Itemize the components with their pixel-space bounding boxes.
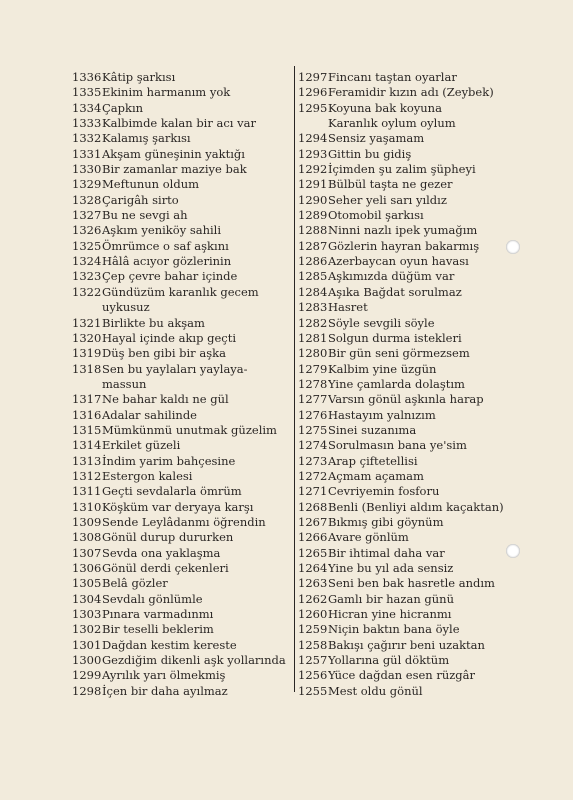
song-number: 1305: [72, 576, 102, 591]
song-number: 1334: [72, 100, 102, 115]
song-entry: [298, 530, 518, 545]
song-title: Bu ne sevgi ah: [102, 208, 188, 223]
song-number: 1288: [298, 223, 328, 238]
song-title: Sorulmasın bana ye'sim: [328, 438, 467, 453]
song-entry: [72, 193, 294, 208]
song-entry: [72, 515, 294, 530]
song-entry: [298, 668, 518, 683]
song-number: 1256: [298, 668, 328, 683]
song-title: İçen bir daha ayılmaz: [102, 683, 228, 698]
song-title: Aşkım yeniköy sahili: [102, 223, 222, 238]
punch-hole-top: [506, 240, 520, 254]
song-number: 1281: [298, 330, 328, 345]
song-title: Gündüzüm karanlık gecem: [102, 284, 259, 299]
song-number: 1336: [72, 70, 102, 84]
song-title: Varsın gönül aşkınla harap: [328, 392, 484, 407]
song-title: Arap çiftetellisi: [328, 453, 418, 468]
song-title: Düş ben gibi bir aşka: [102, 346, 226, 361]
song-entry: [298, 423, 518, 438]
song-entry: [298, 70, 518, 85]
song-number: 1309: [72, 514, 102, 529]
song-number: 1332: [72, 131, 102, 146]
song-number: 1300: [72, 653, 102, 668]
song-number: [72, 377, 102, 392]
song-entry: [298, 101, 518, 116]
song-title: Mest oldu gönül: [328, 683, 423, 698]
song-entry: [298, 392, 518, 407]
song-number: 1280: [298, 346, 328, 361]
song-title: Sevda ona yaklaşma: [102, 545, 221, 560]
song-entry: [298, 254, 518, 269]
song-number: 1276: [298, 407, 328, 422]
song-entry: [298, 576, 518, 591]
song-entry: [72, 269, 294, 284]
song-number: 1295: [298, 100, 328, 115]
song-title: Yollarına gül döktüm: [328, 653, 450, 668]
song-entry: [298, 316, 518, 331]
song-entry: [72, 500, 294, 515]
song-number: 1326: [72, 223, 102, 238]
song-entry: [298, 500, 518, 515]
song-title: Ayrılık yarı ölmekmiş: [102, 668, 226, 683]
song-entry: [298, 653, 518, 668]
song-number: 1307: [72, 545, 102, 560]
song-entry: [298, 85, 518, 100]
song-entry: [72, 147, 294, 162]
song-number: 1319: [72, 346, 102, 361]
song-number: 1294: [298, 131, 328, 146]
song-number: 1321: [72, 315, 102, 330]
song-entry: [72, 622, 294, 637]
song-title: Yine çamlarda dolaştım: [328, 376, 465, 391]
song-title: Otomobil şarkısı: [328, 208, 424, 223]
song-entry: [72, 70, 294, 85]
song-entry: [72, 300, 294, 315]
song-number: 1308: [72, 530, 102, 545]
song-entry: [72, 254, 294, 269]
song-number: 1317: [72, 392, 102, 407]
song-title: Kalamış şarkısı: [102, 131, 191, 146]
song-title: Hicran yine hicranmı: [328, 607, 452, 622]
song-number: 1310: [72, 499, 102, 514]
song-entry: [72, 484, 294, 499]
song-number: 1322: [72, 284, 102, 299]
song-entry: [298, 239, 518, 254]
song-entry: [72, 392, 294, 407]
song-title: Gözlerin hayran bakarmış: [328, 238, 480, 253]
song-title: Bir ihtimal daha var: [328, 545, 445, 560]
song-number: 1291: [298, 177, 328, 192]
song-entry: [298, 469, 518, 484]
song-title: Feramidir kızın adı (Zeybek): [328, 85, 494, 100]
song-title: Bakışı çağırır beni uzaktan: [328, 637, 485, 652]
song-title: Bir gün seni görmezsem: [328, 346, 470, 361]
song-title: Yine bu yıl ada sensiz: [328, 561, 454, 575]
song-entry: [72, 638, 294, 653]
song-entry: [72, 653, 294, 668]
song-entry: [298, 223, 518, 238]
song-title: Sevdalı gönlümle: [102, 591, 203, 606]
song-number: 1272: [298, 468, 328, 483]
song-number: 1314: [72, 438, 102, 453]
song-entry: [298, 147, 518, 162]
song-entry: [298, 607, 518, 622]
song-number: 1273: [298, 453, 328, 468]
song-title: Kâtip şarkısı: [102, 70, 176, 84]
song-entry: [298, 162, 518, 177]
song-number: 1275: [298, 422, 328, 437]
song-title: Çapkın: [102, 100, 144, 115]
song-number: 1297: [298, 70, 328, 84]
song-title: Yüce dağdan esen rüzgâr: [328, 668, 476, 683]
song-title: Çarigâh sirto: [102, 192, 179, 207]
song-entry: [72, 346, 294, 361]
song-number: 1306: [72, 561, 102, 575]
song-entry: [72, 208, 294, 223]
song-number: 1293: [298, 146, 328, 161]
song-entry: [298, 408, 518, 423]
song-title: Solgun durma istekleri: [328, 330, 462, 345]
song-entry: [72, 469, 294, 484]
song-title: Gittin bu gidiş: [328, 146, 412, 161]
song-title: Benli (Benliyi aldım kaçaktan): [328, 499, 504, 514]
song-title: Niçin baktın bana öyle: [328, 622, 460, 637]
song-number: 1331: [72, 146, 102, 161]
song-entry: [298, 684, 518, 699]
song-entry: [72, 362, 294, 377]
song-title: Kalbim yine üzgün: [328, 361, 437, 376]
song-number: 1266: [298, 530, 328, 545]
song-entry: [298, 362, 518, 377]
song-title: Köşküm var deryaya karşı: [102, 499, 254, 514]
punch-hole-bottom: [506, 544, 520, 558]
right-song-list: [298, 70, 518, 699]
song-entry: [298, 131, 518, 146]
song-title: Mümkünmü unutmak güzelim: [102, 422, 277, 437]
song-title: Ekinim harmanım yok: [102, 85, 231, 100]
song-number: 1320: [72, 330, 102, 345]
song-title: Hâlâ acıyor gözlerinin: [102, 254, 232, 269]
song-entry: [72, 85, 294, 100]
song-entry: [72, 239, 294, 254]
song-title: Hastayım yalnızım: [328, 407, 436, 422]
song-number: 1292: [298, 162, 328, 177]
song-title: Belâ gözler: [102, 576, 168, 591]
song-number: 1328: [72, 192, 102, 207]
song-title: Ninni nazlı ipek yumağım: [328, 223, 478, 238]
song-title: Koyuna bak koyuna: [328, 100, 442, 115]
song-number: 1299: [72, 668, 102, 683]
song-entry: [72, 162, 294, 177]
song-title: Aşkımızda düğüm var: [328, 269, 455, 284]
song-number: 1312: [72, 468, 102, 483]
song-title: Cevriyemin fosforu: [328, 484, 440, 499]
song-number: 1282: [298, 315, 328, 330]
song-number: [72, 300, 102, 315]
song-entry: [298, 208, 518, 223]
song-entry: [72, 223, 294, 238]
song-title: Kalbimde kalan bir acı var: [102, 116, 256, 131]
song-number: 1303: [72, 607, 102, 622]
song-entry: [298, 285, 518, 300]
song-number: 1298: [72, 683, 102, 698]
song-entry: [72, 131, 294, 146]
song-entry: [72, 668, 294, 683]
song-title: Çep çevre bahar içinde: [102, 269, 238, 284]
song-entry: [298, 346, 518, 361]
song-entry: [298, 622, 518, 637]
column-divider: [294, 66, 295, 692]
song-title: Ömrümce o saf aşkını: [102, 238, 229, 253]
song-title: Seni ben bak hasretle andım: [328, 576, 495, 591]
song-number: 1335: [72, 85, 102, 100]
song-entry: [72, 561, 294, 576]
song-number: 1264: [298, 561, 328, 575]
song-number: 1277: [298, 392, 328, 407]
song-title: Estergon kalesi: [102, 468, 193, 483]
song-entry: [298, 484, 518, 499]
song-title: Sensiz yaşamam: [328, 131, 425, 146]
song-number: 1302: [72, 622, 102, 637]
song-title: Ne bahar kaldı ne gül: [102, 392, 229, 407]
song-entry: [72, 576, 294, 591]
song-title: Aşıka Bağdat sorulmaz: [328, 284, 462, 299]
song-number: 1279: [298, 361, 328, 376]
song-title: uykusuz: [102, 300, 150, 315]
song-title: Söyle sevgili söyle: [328, 315, 435, 330]
song-entry: [72, 377, 294, 392]
song-title: Açmam açamam: [328, 468, 424, 483]
song-number: 1268: [298, 499, 328, 514]
song-title: Karanlık oylum oylum: [328, 116, 456, 131]
song-title: Pınara varmadınmı: [102, 607, 214, 622]
song-entry: [298, 177, 518, 192]
song-title: İçimden şu zalim şüpheyi: [328, 162, 476, 177]
song-title: İndim yarim bahçesine: [102, 453, 236, 468]
song-title: Adalar sahilinde: [102, 407, 197, 422]
song-title: Birlikte bu akşam: [102, 315, 205, 330]
song-title: Sende Leylâdanmı öğrendin: [102, 514, 266, 529]
song-number: 1257: [298, 653, 328, 668]
song-entry: [72, 116, 294, 131]
song-entry: [72, 408, 294, 423]
song-entry: [72, 285, 294, 300]
song-entry: [72, 684, 294, 699]
song-number: 1263: [298, 576, 328, 591]
song-title: Gamlı bir hazan günü: [328, 591, 454, 606]
song-entry: [298, 300, 518, 315]
song-number: 1283: [298, 300, 328, 315]
song-title: Sen bu yaylaları yaylaya-: [102, 361, 248, 376]
song-title: Bir teselli beklerim: [102, 622, 214, 637]
song-number: 1301: [72, 637, 102, 652]
song-number: 1259: [298, 622, 328, 637]
song-title: Fincanı taştan oyarlar: [328, 70, 457, 84]
song-title: Meftunun oldum: [102, 177, 200, 192]
song-number: 1327: [72, 208, 102, 223]
song-number: 1258: [298, 637, 328, 652]
song-number: 1260: [298, 607, 328, 622]
song-entry: [298, 515, 518, 530]
song-number: 1316: [72, 407, 102, 422]
song-entry: [298, 193, 518, 208]
song-number: 1286: [298, 254, 328, 269]
song-entry: [298, 638, 518, 653]
song-entry: [298, 561, 518, 576]
song-number: 1278: [298, 376, 328, 391]
song-entry: [72, 530, 294, 545]
song-title: Gezdiğim dikenli aşk yollarında: [102, 653, 286, 668]
song-title: Gönül derdi çekenleri: [102, 561, 229, 575]
song-number: 1296: [298, 85, 328, 100]
song-number: 1271: [298, 484, 328, 499]
song-number: 1287: [298, 238, 328, 253]
song-title: Bir zamanlar maziye bak: [102, 162, 247, 177]
song-number: 1324: [72, 254, 102, 269]
song-entry: [72, 331, 294, 346]
song-number: 1262: [298, 591, 328, 606]
song-entry: [72, 607, 294, 622]
song-entry: [72, 101, 294, 116]
song-title: Hasret: [328, 300, 368, 315]
song-number: 1255: [298, 683, 328, 698]
song-entry: [298, 546, 518, 561]
song-entry: [298, 331, 518, 346]
song-title: Erkilet güzeli: [102, 438, 181, 453]
song-number: 1313: [72, 453, 102, 468]
song-entry: [72, 546, 294, 561]
song-title: Sinei suzanıma: [328, 422, 417, 437]
song-title: Akşam güneşinin yaktığı: [102, 146, 245, 161]
song-entry: [298, 438, 518, 453]
song-entry: [72, 454, 294, 469]
song-number: 1289: [298, 208, 328, 223]
song-title: Bıkmış gibi göynüm: [328, 514, 444, 529]
song-number: [298, 116, 328, 131]
song-entry: [72, 592, 294, 607]
song-title: Avare gönlüm: [328, 530, 409, 545]
song-entry: [72, 316, 294, 331]
song-title: Hayal içinde akıp geçti: [102, 330, 237, 345]
song-entry: [298, 592, 518, 607]
song-number: 1323: [72, 269, 102, 284]
left-song-list: [72, 70, 294, 699]
song-entry: [298, 269, 518, 284]
song-number: 1333: [72, 116, 102, 131]
song-number: 1315: [72, 422, 102, 437]
song-number: 1284: [298, 284, 328, 299]
song-entry: [298, 454, 518, 469]
song-entry: [72, 423, 294, 438]
song-number: 1285: [298, 269, 328, 284]
song-number: 1304: [72, 591, 102, 606]
song-title: massun: [102, 376, 147, 391]
song-number: 1267: [298, 514, 328, 529]
song-number: 1274: [298, 438, 328, 453]
song-number: 1311: [72, 484, 102, 499]
song-number: 1265: [298, 545, 328, 560]
song-title: Geçti sevdalarla ömrüm: [102, 484, 242, 499]
song-number: 1290: [298, 192, 328, 207]
song-number: 1330: [72, 162, 102, 177]
song-title: Bülbül taşta ne gezer: [328, 177, 453, 192]
song-title: Gönül durup dururken: [102, 530, 234, 545]
song-title: Seher yeli sarı yıldız: [328, 192, 447, 207]
song-number: 1329: [72, 177, 102, 192]
song-entry: [298, 116, 518, 131]
song-number: 1325: [72, 238, 102, 253]
song-number: 1318: [72, 361, 102, 376]
song-entry: [72, 438, 294, 453]
song-title: Dağdan kestim kereste: [102, 637, 237, 652]
song-entry: [72, 177, 294, 192]
song-entry: [298, 377, 518, 392]
song-title: Azerbaycan oyun havası: [328, 254, 469, 269]
